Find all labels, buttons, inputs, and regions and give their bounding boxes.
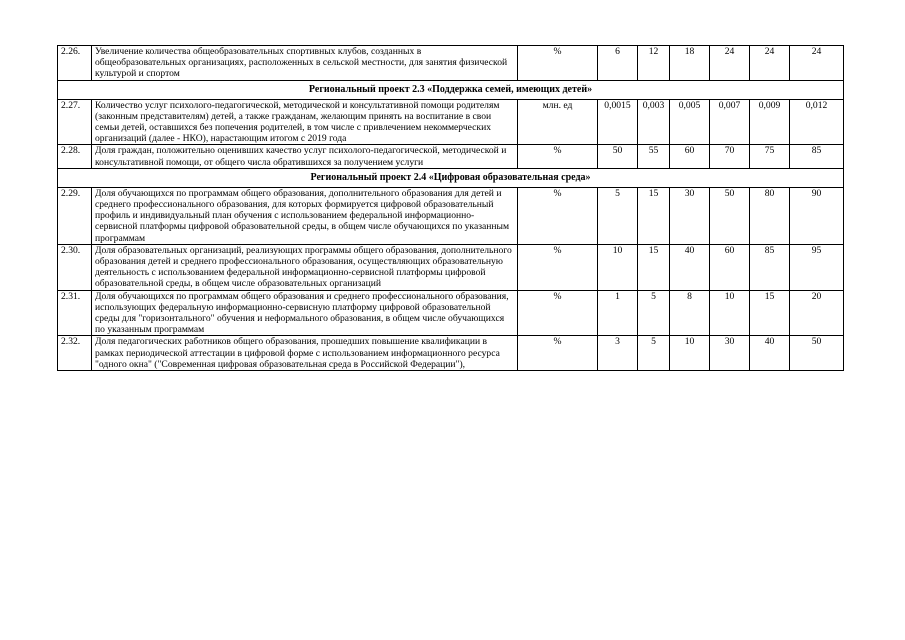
table-body bbox=[58, 46, 844, 371]
table-row bbox=[58, 290, 844, 336]
row-value: 40 bbox=[670, 244, 710, 290]
row-description: Доля педагогических работников общего образования, прошедших повышение квалификации в рамках периодической аттестации в цифровой форме с использованием информационного ресурса "одного окна" ("Современная цифровая образовательная среда в Российской Федерации"), bbox=[92, 336, 518, 371]
row-value: 70 bbox=[710, 145, 750, 168]
row-value: 85 bbox=[790, 145, 844, 168]
row-value: 20 bbox=[790, 290, 844, 336]
row-value: 24 bbox=[790, 46, 844, 81]
row-value: 75 bbox=[750, 145, 790, 168]
row-description: Увеличение количества общеобразовательных спортивных клубов, созданных в общеобразовательных организациях, расположенных в сельской местности, для занятия физической культурой и спортом bbox=[92, 46, 518, 81]
row-value: 15 bbox=[638, 187, 670, 244]
row-value: 50 bbox=[598, 145, 638, 168]
row-value: 18 bbox=[670, 46, 710, 81]
row-description: Доля обучающихся по программам общего образования и среднего профессионального образования, использующих федеральную информационно-сервисную платформу цифровой образовательной среды для "горизонтального" обучения и неформального образования, в общем числе обучающихся по указанным программам bbox=[92, 290, 518, 336]
row-value: 1 bbox=[598, 290, 638, 336]
row-value: 60 bbox=[710, 244, 750, 290]
row-unit: % bbox=[518, 244, 598, 290]
row-value: 10 bbox=[710, 290, 750, 336]
row-value: 24 bbox=[750, 46, 790, 81]
table-row bbox=[58, 46, 844, 81]
row-number: 2.32. bbox=[58, 336, 92, 371]
row-value: 3 bbox=[598, 336, 638, 371]
table-row bbox=[58, 145, 844, 168]
section-title: Региональный проект 2.4 «Цифровая образовательная среда» bbox=[58, 168, 844, 187]
row-value: 6 bbox=[598, 46, 638, 81]
table-row bbox=[58, 99, 844, 145]
section-header-row bbox=[58, 168, 844, 187]
row-unit: млн. ед bbox=[518, 99, 598, 145]
row-value: 85 bbox=[750, 244, 790, 290]
row-value: 0,0015 bbox=[598, 99, 638, 145]
row-value: 5 bbox=[638, 290, 670, 336]
row-number: 2.27. bbox=[58, 99, 92, 145]
table-row bbox=[58, 187, 844, 244]
row-unit: % bbox=[518, 290, 598, 336]
row-value: 60 bbox=[670, 145, 710, 168]
section-header-row bbox=[58, 80, 844, 99]
section-title: Региональный проект 2.3 «Поддержка семей, имеющих детей» bbox=[58, 80, 844, 99]
row-value: 90 bbox=[790, 187, 844, 244]
row-value: 5 bbox=[598, 187, 638, 244]
row-value: 30 bbox=[670, 187, 710, 244]
row-value: 10 bbox=[670, 336, 710, 371]
row-value: 95 bbox=[790, 244, 844, 290]
row-value: 55 bbox=[638, 145, 670, 168]
row-value: 80 bbox=[750, 187, 790, 244]
row-value: 15 bbox=[638, 244, 670, 290]
row-unit: % bbox=[518, 145, 598, 168]
table-row bbox=[58, 244, 844, 290]
table-row bbox=[58, 336, 844, 371]
row-unit: % bbox=[518, 187, 598, 244]
row-value: 10 bbox=[598, 244, 638, 290]
row-value: 0,009 bbox=[750, 99, 790, 145]
row-value: 8 bbox=[670, 290, 710, 336]
row-unit: % bbox=[518, 46, 598, 81]
row-description: Доля граждан, положительно оценивших качество услуг психолого-педагогической, методической и консультативной помощи, от общего числа обратившихся за получением услуги bbox=[92, 145, 518, 168]
row-description: Доля обучающихся по программам общего образования, дополнительного образования для детей и среднего профессионального образования, для которых формируется цифровой образовательный профиль и индивидуальный план обучения с использованием федеральной информационно-сервисной платформы цифровой образовательной среды, в общем числе обучающихся по указанным программам bbox=[92, 187, 518, 244]
row-value: 24 bbox=[710, 46, 750, 81]
row-value: 40 bbox=[750, 336, 790, 371]
row-number: 2.26. bbox=[58, 46, 92, 81]
row-value: 0,012 bbox=[790, 99, 844, 145]
row-value: 5 bbox=[638, 336, 670, 371]
row-value: 50 bbox=[790, 336, 844, 371]
row-number: 2.29. bbox=[58, 187, 92, 244]
row-value: 50 bbox=[710, 187, 750, 244]
row-value: 15 bbox=[750, 290, 790, 336]
row-value: 0,007 bbox=[710, 99, 750, 145]
row-unit: % bbox=[518, 336, 598, 371]
row-value: 0,005 bbox=[670, 99, 710, 145]
row-description: Количество услуг психолого-педагогической, методической и консультативной помощи родителям (законным представителям) детей, а также гражданам, желающим принять на воспитание в свои семьи детей, оставшихся без попечения родителей, в том числе с привлечением некоммерческих организаций (далее - НКО), нарастающим итогом с 2019 года bbox=[92, 99, 518, 145]
row-number: 2.31. bbox=[58, 290, 92, 336]
row-number: 2.28. bbox=[58, 145, 92, 168]
row-number: 2.30. bbox=[58, 244, 92, 290]
indicators-table bbox=[57, 45, 844, 371]
row-description: Доля образовательных организаций, реализующих программы общего образования, дополнительного образования детей и среднего профессионального образования, осуществляющих образовательную деятельность с использованием федеральной информационно-сервисной платформы цифровой образовательной среды, в общем числе образовательных организаций bbox=[92, 244, 518, 290]
row-value: 0,003 bbox=[638, 99, 670, 145]
row-value: 30 bbox=[710, 336, 750, 371]
row-value: 12 bbox=[638, 46, 670, 81]
